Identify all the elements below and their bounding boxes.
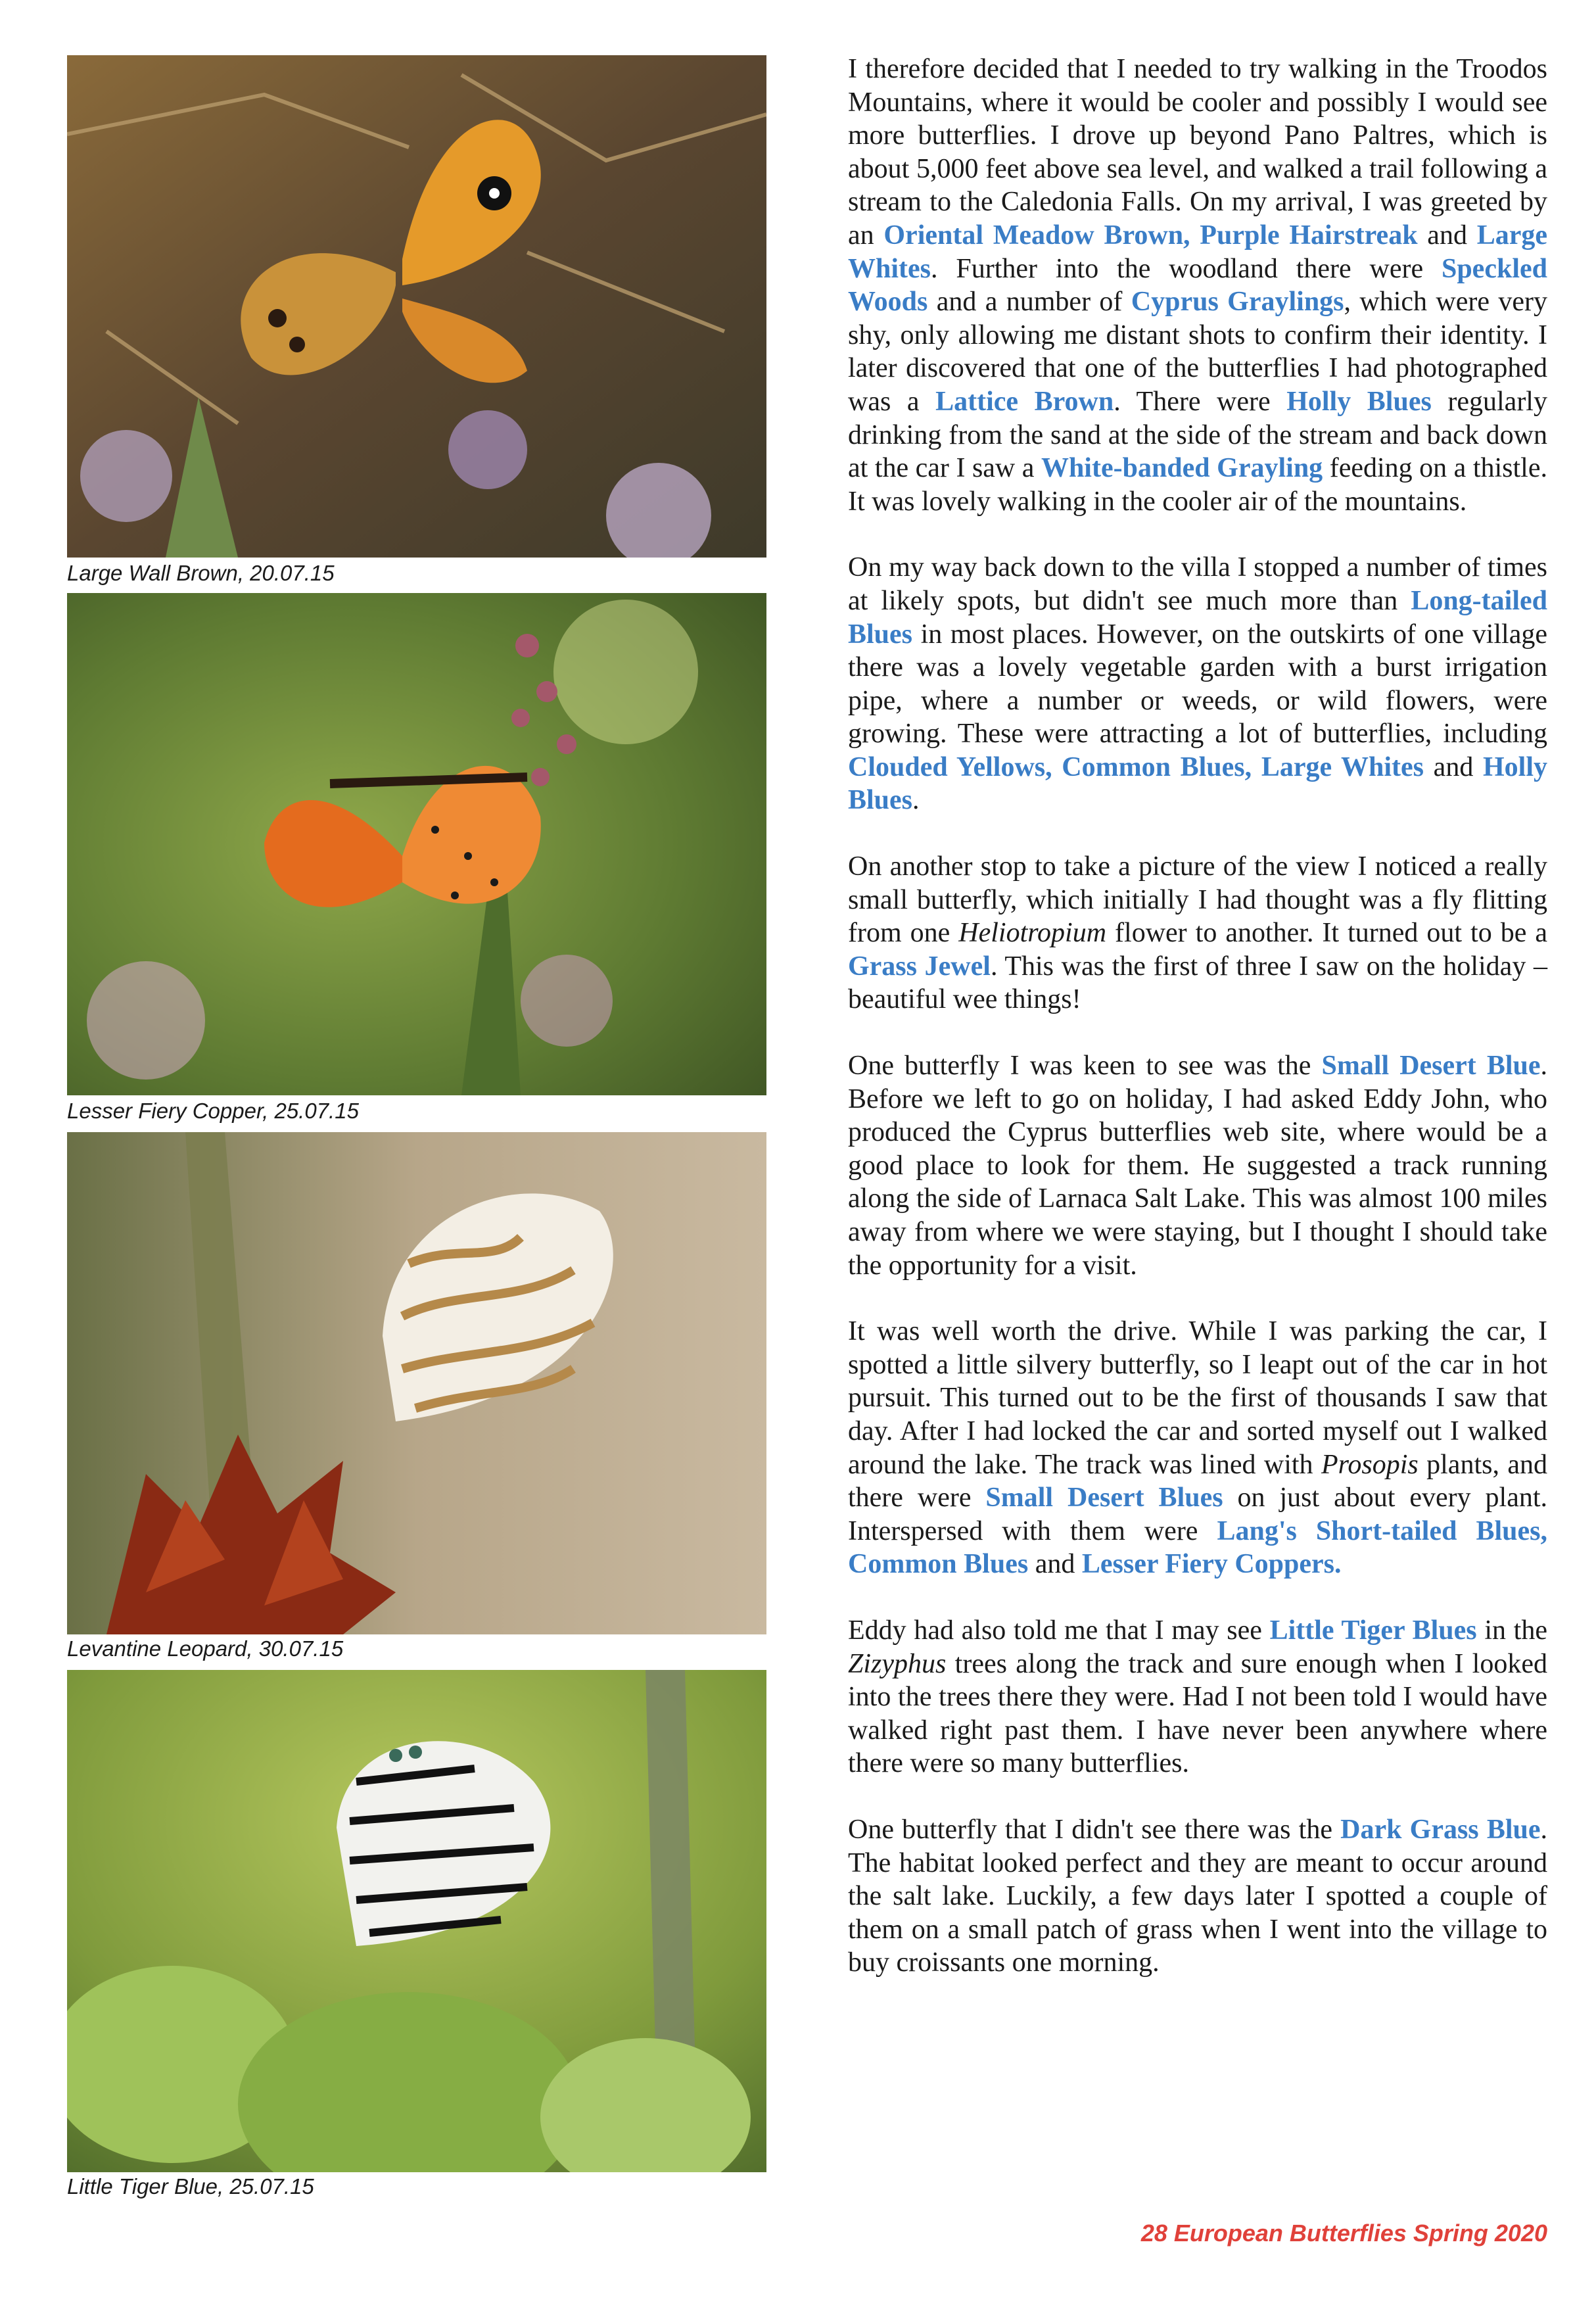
photo-lesser-fiery-copper xyxy=(67,593,766,1095)
large-wall-brown-image xyxy=(67,55,766,558)
text-run: On another stop to take a picture of the view I noticed a really small butterfly, which initially I had thought was a fly flitting from one xyxy=(848,851,1547,949)
text-run: On my way back down to the villa I stopped a number of times at likely spots, but didn't see much more than xyxy=(848,552,1547,616)
butterfly-name: Small Desert Blue xyxy=(1321,1051,1541,1082)
butterfly-name: Grass Jewel xyxy=(848,951,991,982)
text-run: and xyxy=(1424,751,1483,782)
text-run: . This was the first of three I saw on the holiday – beautiful wee things! xyxy=(848,951,1547,1015)
photo-levantine-leopard xyxy=(67,1132,766,1634)
butterfly-name: Lesser Fiery Coppers. xyxy=(1081,1549,1342,1580)
text-run: and xyxy=(1417,220,1477,250)
paragraph xyxy=(848,1614,1547,1780)
butterfly-name: Cyprus Graylings xyxy=(1131,287,1344,318)
text-run: One butterfly that I didn't see there was the xyxy=(848,1814,1341,1845)
text-run: trees along the track and sure enough when I looked into the trees there they were. Had I not been told I would have walked right past them. I have never been anywhere where there were so many butterflies. xyxy=(848,1648,1547,1779)
butterfly-name: Dark Grass Blue xyxy=(1340,1814,1541,1845)
butterfly-name: Speckled Woods xyxy=(848,253,1547,318)
text-run: , which were very shy, only allowing me distant shots to confirm their identity. I later discovered that one of the butterflies I had photographed was a xyxy=(848,287,1547,417)
text-run: I therefore decided that I needed to try walking in the Troodos Mountains, where it would be cooler and possibly I would see more butterflies. I drove up beyond Pano Paltres, which is about 5,000 feet above sea level, and walked a trail following a stream to the Caledonia Falls. On my arrival, I was greeted by an xyxy=(848,54,1547,250)
photo-caption-2: Lesser Fiery Copper, 25.07.15 xyxy=(67,1099,359,1123)
text-run: plants, and there were xyxy=(848,1449,1547,1513)
paragraph xyxy=(848,1049,1547,1282)
text-run: in the xyxy=(1476,1615,1547,1646)
butterfly-name: White-banded Grayling xyxy=(1041,453,1323,484)
photo-large-wall-brown xyxy=(67,55,766,558)
text-run: . The habitat looked perfect and they are meant to occur around the salt lake. Luckily, a few days later I spotted a couple of them on a small patch of grass when I went into the village to buy croissants one morning. xyxy=(848,1814,1547,1978)
photo-caption-4: Little Tiger Blue, 25.07.15 xyxy=(67,2174,314,2199)
plant-name: Prosopis xyxy=(1321,1449,1419,1480)
text-run: Eddy had also told me that I may see xyxy=(848,1615,1270,1646)
butterfly-name: Holly Blues xyxy=(1286,386,1432,417)
levantine-leopard-image xyxy=(67,1132,766,1634)
paragraph xyxy=(848,850,1547,1016)
photo-little-tiger-blue xyxy=(67,1670,766,2172)
text-run: flower to another. It turned out to be a xyxy=(1106,918,1547,949)
text-run: regularly drinking from the sand at the side of the stream and back down at the car I saw a xyxy=(848,386,1547,484)
paragraph xyxy=(848,1315,1547,1581)
butterfly-name: Lattice Brown xyxy=(935,386,1114,417)
butterfly-name: Holly Blues xyxy=(848,751,1547,816)
paragraph xyxy=(848,53,1547,518)
photo-caption-3: Levantine Leopard, 30.07.15 xyxy=(67,1636,344,1661)
text-run: . There were xyxy=(1114,386,1287,417)
text-run: . Further into the woodland there were xyxy=(931,253,1442,284)
paragraph xyxy=(848,1813,1547,1980)
paragraph xyxy=(848,551,1547,817)
text-run: in most places. However, on the outskirts of one village there was a lovely vegetable garden with a burst irrigation pipe, where a number or weeds, or wild flowers, were growing. These were attracting a lot of butterflies, including xyxy=(848,619,1547,749)
text-run: . Before we left to go on holiday, I had asked Eddy John, who produced the Cyprus butterflies web site, where would be a good place to look for them. He suggested a track running along the side of Larnaca Salt Lake. This was almost 100 miles away from where we were staying, but I thought I should take the opportunity for a visit. xyxy=(848,1051,1548,1281)
plant-name: Heliotropium xyxy=(958,918,1107,949)
text-run: One butterfly I was keen to see was the xyxy=(848,1051,1322,1082)
butterfly-name: Large Whites xyxy=(848,220,1547,284)
text-run: feeding on a thistle. It was lovely walking in the cooler air of the mountains. xyxy=(848,453,1547,517)
butterfly-name: Oriental Meadow Brown, Purple Hairstreak xyxy=(883,220,1418,250)
little-tiger-blue-image xyxy=(67,1670,766,2172)
article-text xyxy=(848,53,1547,2012)
text-run: on just about every plant. Interspersed with them were xyxy=(848,1483,1548,1546)
text-run: and a number of xyxy=(927,287,1131,318)
butterfly-name: Clouded Yellows, Common Blues, Large Whites xyxy=(848,751,1424,782)
butterfly-name: Little Tiger Blues xyxy=(1269,1615,1477,1646)
photo-caption-1: Large Wall Brown, 20.07.15 xyxy=(67,561,335,585)
butterfly-name: Lang's Short-tailed Blues, Common Blues xyxy=(848,1515,1547,1580)
butterfly-name: Small Desert Blues xyxy=(985,1483,1223,1513)
text-run: It was well worth the drive. While I was parking the car, I spotted a little silvery butterfly, so I leapt out of the car in hot pursuit. This turned out to be the first of thousands I saw that day. After I had locked the car and sorted myself out I walked around the lake. The track was lined with xyxy=(848,1316,1547,1480)
page-footer: 28 European Butterflies Spring 2020 xyxy=(1140,2220,1547,2247)
butterfly-name: Long-tailed Blues xyxy=(848,585,1547,650)
text-run: . xyxy=(912,785,920,816)
lesser-fiery-copper-image xyxy=(67,593,766,1095)
plant-name: Zizyphus xyxy=(848,1648,947,1679)
text-run: and xyxy=(1028,1549,1082,1580)
